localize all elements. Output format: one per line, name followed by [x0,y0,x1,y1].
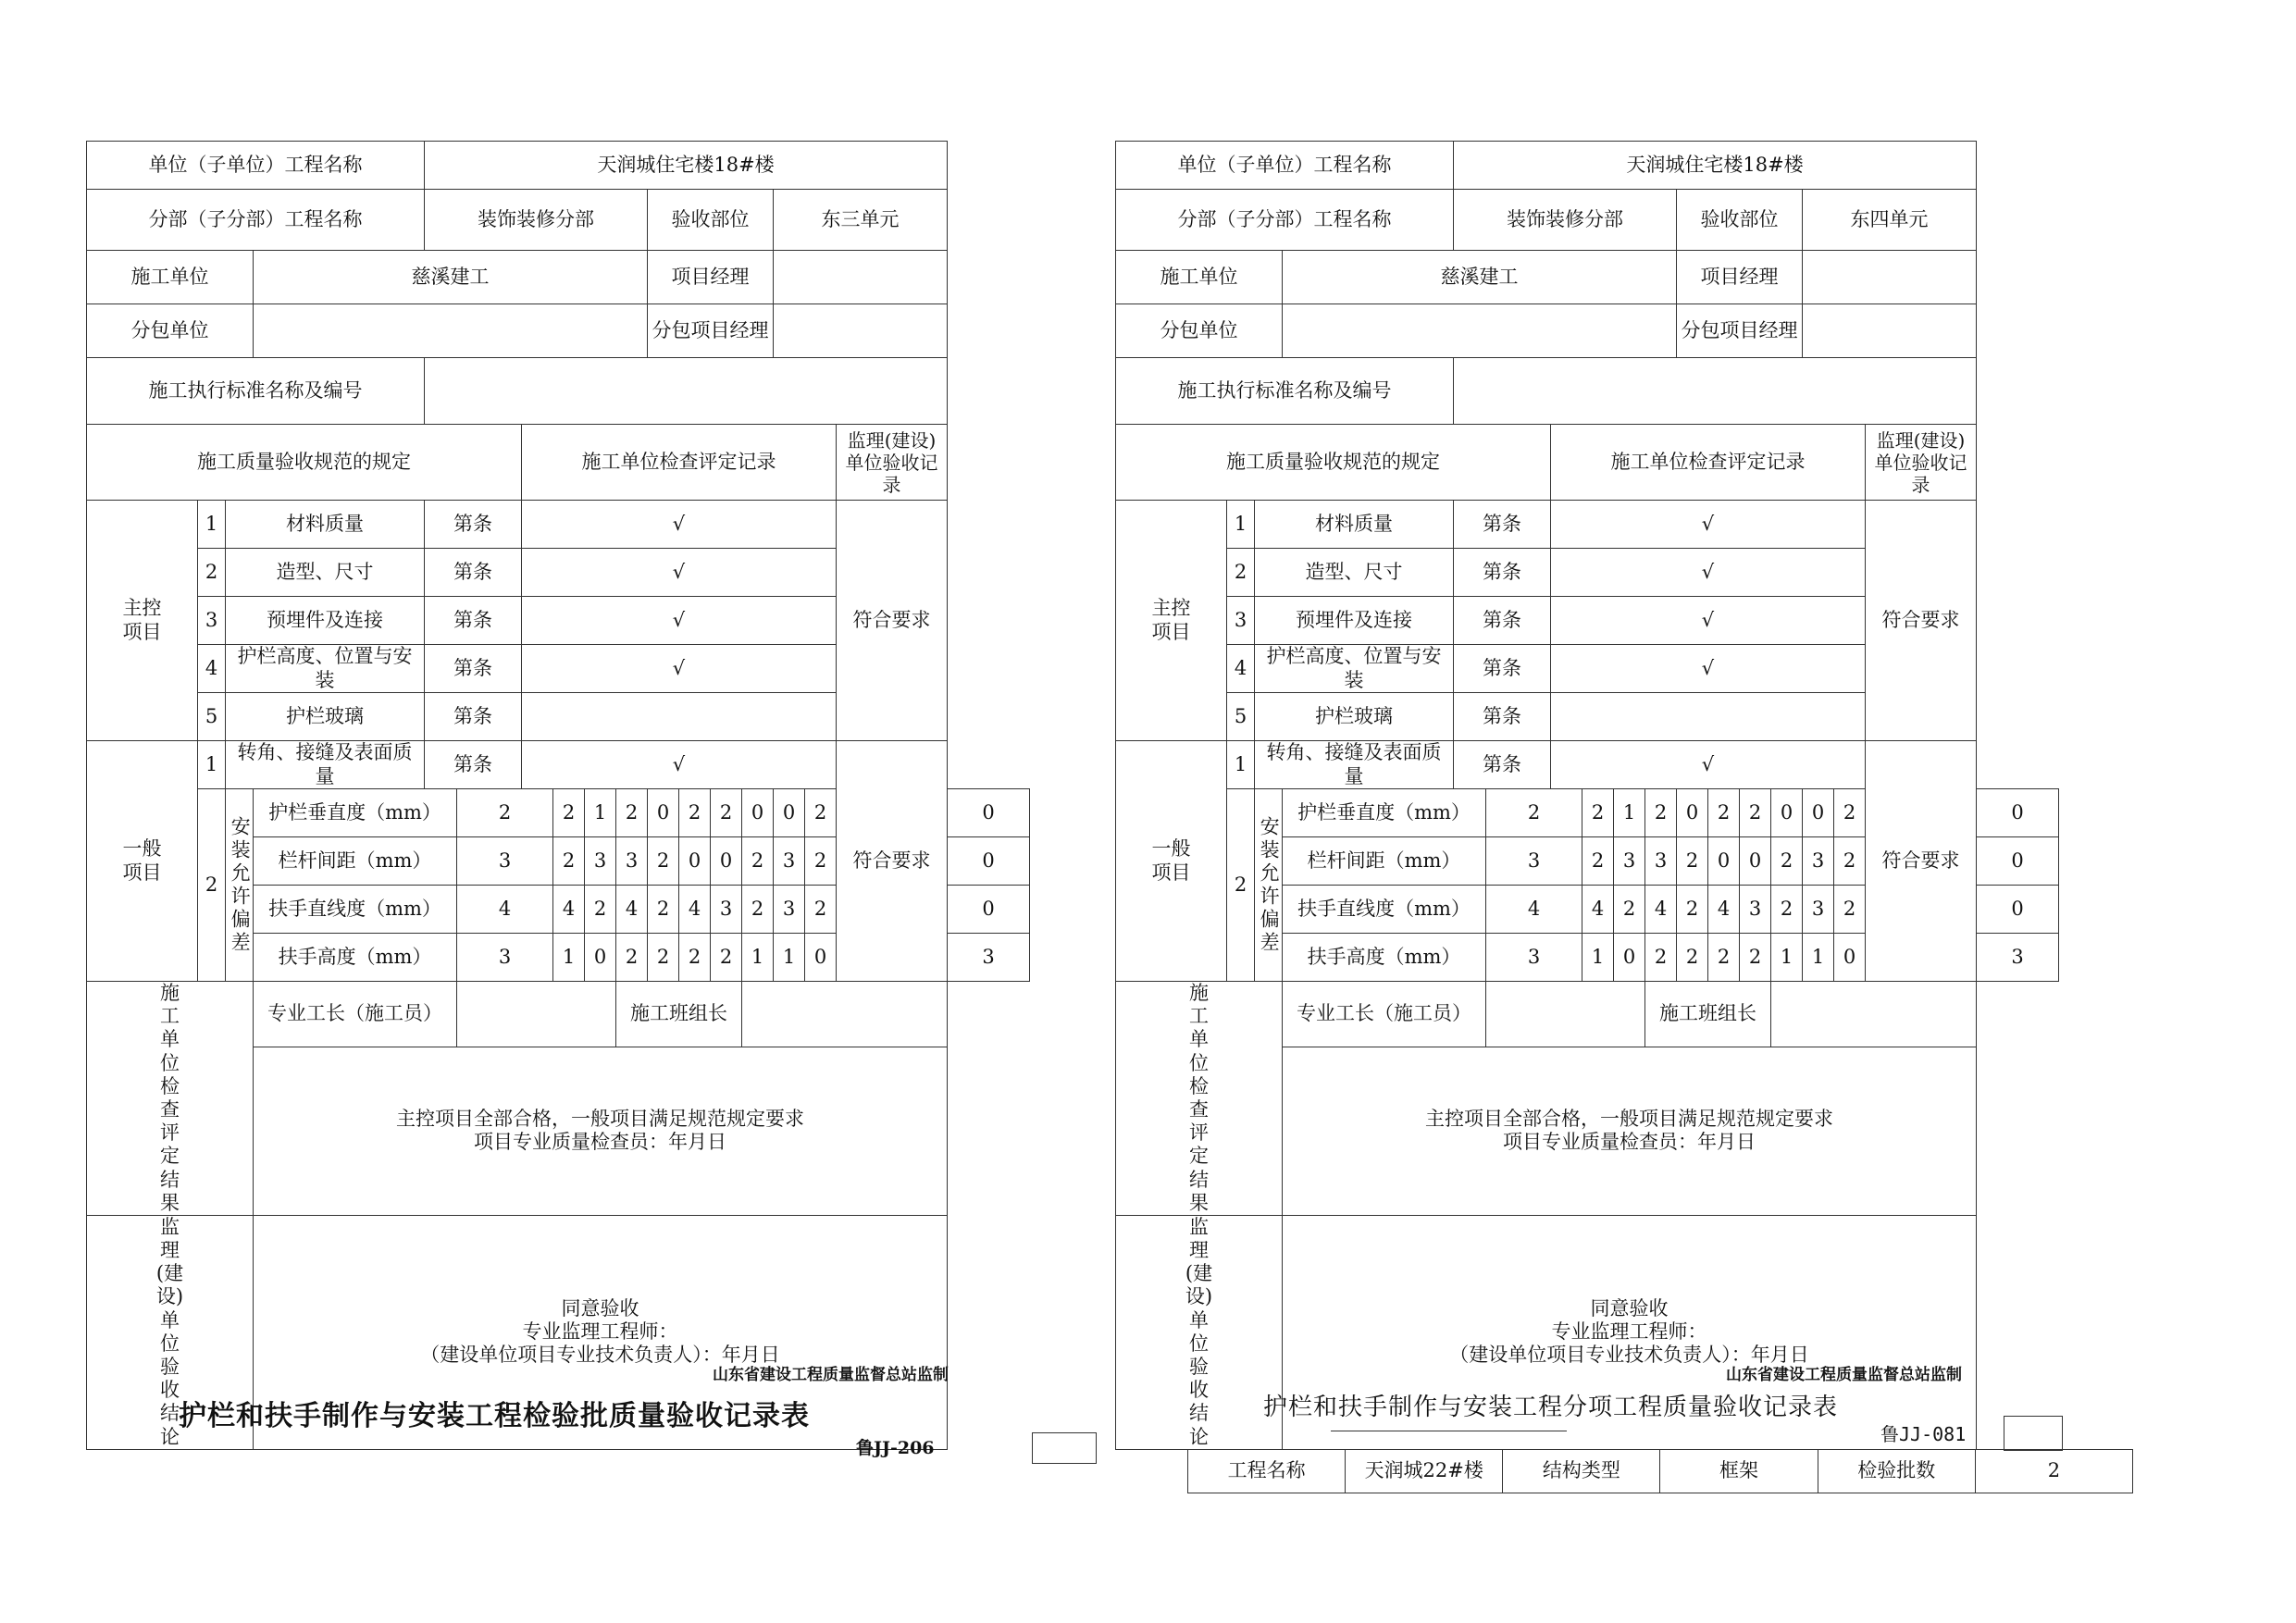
check-mark: √ [1551,549,1866,597]
measured-value: 2 [1834,837,1866,886]
summary-project-value: 天润城22#楼 [1346,1450,1503,1493]
measured-value: 2 [679,789,711,837]
sub-project-label: 分部（子分部）工程名称 [1116,190,1454,251]
measured-value: 0 [742,789,774,837]
subitem-form-title: 护栏和扶手制作与安装工程分项工程质量验收记录表 [1263,1394,1839,1421]
measured-value: 4 [1645,886,1677,934]
measured-value: 2 [585,886,616,934]
measured-value: 1 [553,934,585,982]
acceptance-part-label: 验收部位 [1677,190,1803,251]
item-name: 材料质量 [1255,501,1454,549]
measured-value: 2 [553,789,585,837]
measured-value: 2 [648,837,679,886]
check-result-label: 施工单位检查评定结果 [1116,982,1283,1216]
item-number: 2 [198,549,226,597]
general-items-label: 一般项目 [87,741,198,982]
unit-project-label: 单位（子单位）工程名称 [87,142,425,190]
unit-project-value: 天润城住宅楼18#楼 [1454,142,1977,190]
team-leader-label: 施工班组长 [1645,982,1771,1047]
tolerance-name: 扶手直线度（mm） [254,886,457,934]
measured-value: 2 [1582,789,1614,837]
item-number: 2 [1227,789,1255,982]
main-control-label: 主控项目 [1116,501,1227,741]
measured-value: 3 [585,837,616,886]
measured-value: 2 [805,789,837,837]
standard-label: 施工执行标准名称及编号 [1116,358,1454,425]
measured-value: 2 [1771,886,1803,934]
subcontract-manager-value [1803,304,1977,358]
measured-value: 0 [774,789,805,837]
acceptance-part-value: 东三单元 [774,190,948,251]
acceptance-part-value: 东四单元 [1803,190,1977,251]
batch-form-title: 护栏和扶手制作与安装工程检验批质量验收记录表 [179,1400,810,1432]
measured-value: 3 [711,886,742,934]
summary-batch-label: 检验批数 [1818,1450,1975,1493]
clause-cell: 第条 [1454,597,1551,645]
item-number: 3 [1227,597,1255,645]
measured-value: 2 [1834,789,1866,837]
measured-value: 0 [1834,934,1866,982]
spec-header: 施工质量验收规范的规定 [1116,425,1551,501]
measured-value: 3 [774,837,805,886]
measured-value: 2 [616,934,648,982]
item-name: 预埋件及连接 [226,597,425,645]
batch-form-box [1032,1432,1097,1464]
foreman-value [1486,982,1645,1047]
measured-value: 2 [805,886,837,934]
tolerance-allowance: 3 [1486,837,1582,886]
main-control-label: 主控项目 [87,501,198,741]
inspection-table [1115,141,2059,1450]
measured-value: 4 [1708,886,1740,934]
measured-value: 2 [742,837,774,886]
main-item-row [87,501,1030,549]
measured-value: 1 [774,934,805,982]
item-number: 1 [198,501,226,549]
subcontract-unit-value [1283,304,1677,358]
construction-unit-label: 施工单位 [87,251,254,304]
subitem-form-box [2004,1416,2063,1451]
measured-value: 0 [948,789,1030,837]
measured-value: 0 [585,934,616,982]
measured-value: 0 [1977,789,2059,837]
clause-cell: 第条 [425,693,522,741]
measured-value: 0 [948,886,1030,934]
supervision-org-left: 山东省建设工程质量监督总站监制 [713,1366,949,1384]
check-header: 施工单位检查评定记录 [522,425,837,501]
summary-project-label: 工程名称 [1188,1450,1346,1493]
main-control-result: 符合要求 [837,501,948,741]
measured-value: 3 [1977,934,2059,982]
measured-value: 2 [616,789,648,837]
check-header: 施工单位检查评定记录 [1551,425,1866,501]
measured-value: 0 [679,837,711,886]
measured-value: 2 [711,789,742,837]
foreman-value [457,982,616,1047]
item-name: 转角、接缝及表面质量 [1255,741,1454,789]
measured-value: 2 [1771,837,1803,886]
tolerance-allowance: 3 [457,934,553,982]
supervision-header: 监理(建设)单位验收记录 [1866,425,1977,501]
measured-value: 1 [1803,934,1834,982]
item-name: 造型、尺寸 [1255,549,1454,597]
measured-value: 2 [1582,837,1614,886]
measured-value: 2 [648,886,679,934]
clause-cell: 第条 [425,501,522,549]
measured-value: 1 [585,789,616,837]
item-name: 造型、尺寸 [226,549,425,597]
standard-value [1454,358,1977,425]
summary-table [1187,1449,2133,1493]
sub-project-value: 装饰装修分部 [425,190,648,251]
check-mark: √ [1551,741,1866,789]
team-leader-value [1771,982,1977,1047]
subcontract-unit-value [254,304,648,358]
measured-value: 0 [805,934,837,982]
unit-project-label: 单位（子单位）工程名称 [1116,142,1454,190]
subitem-form-code: 鲁JJ-081 [1880,1423,1967,1445]
item-number: 1 [1227,501,1255,549]
item-number: 5 [198,693,226,741]
tolerance-name: 护栏垂直度（mm） [1283,789,1486,837]
measured-value: 2 [742,886,774,934]
measured-value: 3 [1803,886,1834,934]
tolerance-allowance: 2 [1486,789,1582,837]
clause-cell: 第条 [425,645,522,693]
supervision-conclusion-text: 同意验收 专业监理工程师： （建设单位项目专业技术负责人）：年月日 [254,1215,948,1449]
measured-value: 3 [774,886,805,934]
clause-cell: 第条 [1454,693,1551,741]
measured-value: 4 [1582,886,1614,934]
item-name: 材料质量 [226,501,425,549]
standard-label: 施工执行标准名称及编号 [87,358,425,425]
measured-value: 3 [1645,837,1677,886]
construction-unit-value: 慈溪建工 [1283,251,1677,304]
measured-value: 2 [648,934,679,982]
check-mark [522,693,837,741]
measured-value: 2 [1708,789,1740,837]
measured-value: 3 [616,837,648,886]
install-tolerance-label: 安装允许偏差 [226,789,254,982]
measured-value: 2 [711,934,742,982]
check-mark: √ [1551,501,1866,549]
item-name: 预埋件及连接 [1255,597,1454,645]
check-mark: √ [522,597,837,645]
subcontract-unit-label: 分包单位 [87,304,254,358]
measured-value: 0 [1771,789,1803,837]
item-number: 3 [198,597,226,645]
measured-value: 1 [1771,934,1803,982]
check-mark [1551,693,1866,741]
construction-unit-value: 慈溪建工 [254,251,648,304]
project-manager-label: 项目经理 [648,251,774,304]
measured-value: 0 [1977,837,2059,886]
subcontract-manager-label: 分包项目经理 [648,304,774,358]
measured-value: 3 [1740,886,1771,934]
acceptance-part-label: 验收部位 [648,190,774,251]
item-number: 2 [198,789,226,982]
summary-structure-label: 结构类型 [1503,1450,1660,1493]
measured-value: 2 [1645,789,1677,837]
summary-batch-value: 2 [1975,1450,2132,1493]
tolerance-name: 栏杆间距（mm） [254,837,457,886]
supervision-conclusion-text: 同意验收 专业监理工程师： （建设单位项目专业技术负责人）：年月日 [1283,1215,1977,1449]
clause-cell: 第条 [1454,741,1551,789]
supervision-conclusion-label: 监理(建设)单位验收结论 [1116,1215,1283,1449]
general-items-result: 符合要求 [837,741,948,982]
spec-header: 施工质量验收规范的规定 [87,425,522,501]
install-tolerance-label: 安装允许偏差 [1255,789,1283,982]
measured-value: 4 [553,886,585,934]
check-result-text: 主控项目全部合格，一般项目满足规范规定要求 项目专业质量检查员：年月日 [254,1047,948,1215]
check-mark: √ [522,645,837,693]
supervision-org-right: 山东省建设工程质量监督总站监制 [1726,1366,1962,1384]
sub-project-label: 分部（子分部）工程名称 [87,190,425,251]
measured-value: 4 [616,886,648,934]
item-number: 1 [198,741,226,789]
measured-value: 0 [711,837,742,886]
measured-value: 2 [805,837,837,886]
measured-value: 2 [1677,886,1708,934]
measured-value: 2 [1834,886,1866,934]
clause-cell: 第条 [425,597,522,645]
project-manager-label: 项目经理 [1677,251,1803,304]
project-manager-value [774,251,948,304]
item-number: 5 [1227,693,1255,741]
measured-value: 0 [1977,886,2059,934]
check-result-text: 主控项目全部合格，一般项目满足规范规定要求 项目专业质量检查员：年月日 [1283,1047,1977,1215]
inspection-table [86,141,1030,1450]
check-mark: √ [1551,597,1866,645]
clause-cell: 第条 [1454,501,1551,549]
summary-structure-value: 框架 [1660,1450,1818,1493]
general-item-row [87,741,1030,789]
measured-value: 0 [1708,837,1740,886]
measured-value: 2 [553,837,585,886]
item-number: 1 [1227,741,1255,789]
measured-value: 2 [1740,789,1771,837]
item-number: 4 [198,645,226,693]
measured-value: 4 [679,886,711,934]
standard-value [425,358,948,425]
check-mark: √ [1551,645,1866,693]
clause-cell: 第条 [425,741,522,789]
sub-project-value: 装饰装修分部 [1454,190,1677,251]
supervision-conclusion-label: 监理(建设)单位验收结论 [87,1215,254,1449]
tolerance-allowance: 4 [457,886,553,934]
tolerance-name: 扶手高度（mm） [1283,934,1486,982]
foreman-label: 专业工长（施工员） [254,982,457,1047]
main-item-row [1116,501,2059,549]
measured-value: 2 [679,934,711,982]
tolerance-allowance: 4 [1486,886,1582,934]
check-mark: √ [522,501,837,549]
clause-cell: 第条 [1454,645,1551,693]
subcontract-unit-label: 分包单位 [1116,304,1283,358]
foreman-label: 专业工长（施工员） [1283,982,1486,1047]
check-mark: √ [522,549,837,597]
item-name: 转角、接缝及表面质量 [226,741,425,789]
team-leader-value [742,982,948,1047]
subcontract-manager-label: 分包项目经理 [1677,304,1803,358]
tolerance-allowance: 3 [457,837,553,886]
tolerance-name: 栏杆间距（mm） [1283,837,1486,886]
measured-value: 0 [1614,934,1645,982]
measured-value: 2 [1677,934,1708,982]
supervision-header: 监理(建设)单位验收记录 [837,425,948,501]
measured-value: 0 [1677,789,1708,837]
subcontract-manager-value [774,304,948,358]
project-manager-value [1803,251,1977,304]
item-name: 护栏高度、位置与安装 [226,645,425,693]
construction-unit-label: 施工单位 [1116,251,1283,304]
measured-value: 0 [1803,789,1834,837]
measured-value: 2 [1614,886,1645,934]
tolerance-name: 护栏垂直度（mm） [254,789,457,837]
tolerance-name: 扶手高度（mm） [254,934,457,982]
measured-value: 2 [1740,934,1771,982]
measured-value: 0 [1740,837,1771,886]
item-number: 4 [1227,645,1255,693]
item-number: 2 [1227,549,1255,597]
main-control-result: 符合要求 [1866,501,1977,741]
unit-project-value: 天润城住宅楼18#楼 [425,142,948,190]
item-name: 护栏玻璃 [1255,693,1454,741]
general-item-row [1116,741,2059,789]
item-name: 护栏高度、位置与安装 [1255,645,1454,693]
general-items-result: 符合要求 [1866,741,1977,982]
measured-value: 2 [1645,934,1677,982]
measured-value: 0 [648,789,679,837]
item-name: 护栏玻璃 [226,693,425,741]
measured-value: 0 [948,837,1030,886]
team-leader-label: 施工班组长 [616,982,742,1047]
measured-value: 3 [948,934,1030,982]
tolerance-allowance: 3 [1486,934,1582,982]
tolerance-name: 扶手直线度（mm） [1283,886,1486,934]
tolerance-allowance: 2 [457,789,553,837]
measured-value: 3 [1614,837,1645,886]
clause-cell: 第条 [425,549,522,597]
measured-value: 1 [742,934,774,982]
check-mark: √ [522,741,837,789]
measured-value: 1 [1582,934,1614,982]
general-items-label: 一般项目 [1116,741,1227,982]
batch-form-code: 鲁JJ-206 [856,1438,935,1458]
measured-value: 2 [1677,837,1708,886]
measured-value: 3 [1803,837,1834,886]
measured-value: 2 [1708,934,1740,982]
clause-cell: 第条 [1454,549,1551,597]
measured-value: 1 [1614,789,1645,837]
check-result-label: 施工单位检查评定结果 [87,982,254,1216]
